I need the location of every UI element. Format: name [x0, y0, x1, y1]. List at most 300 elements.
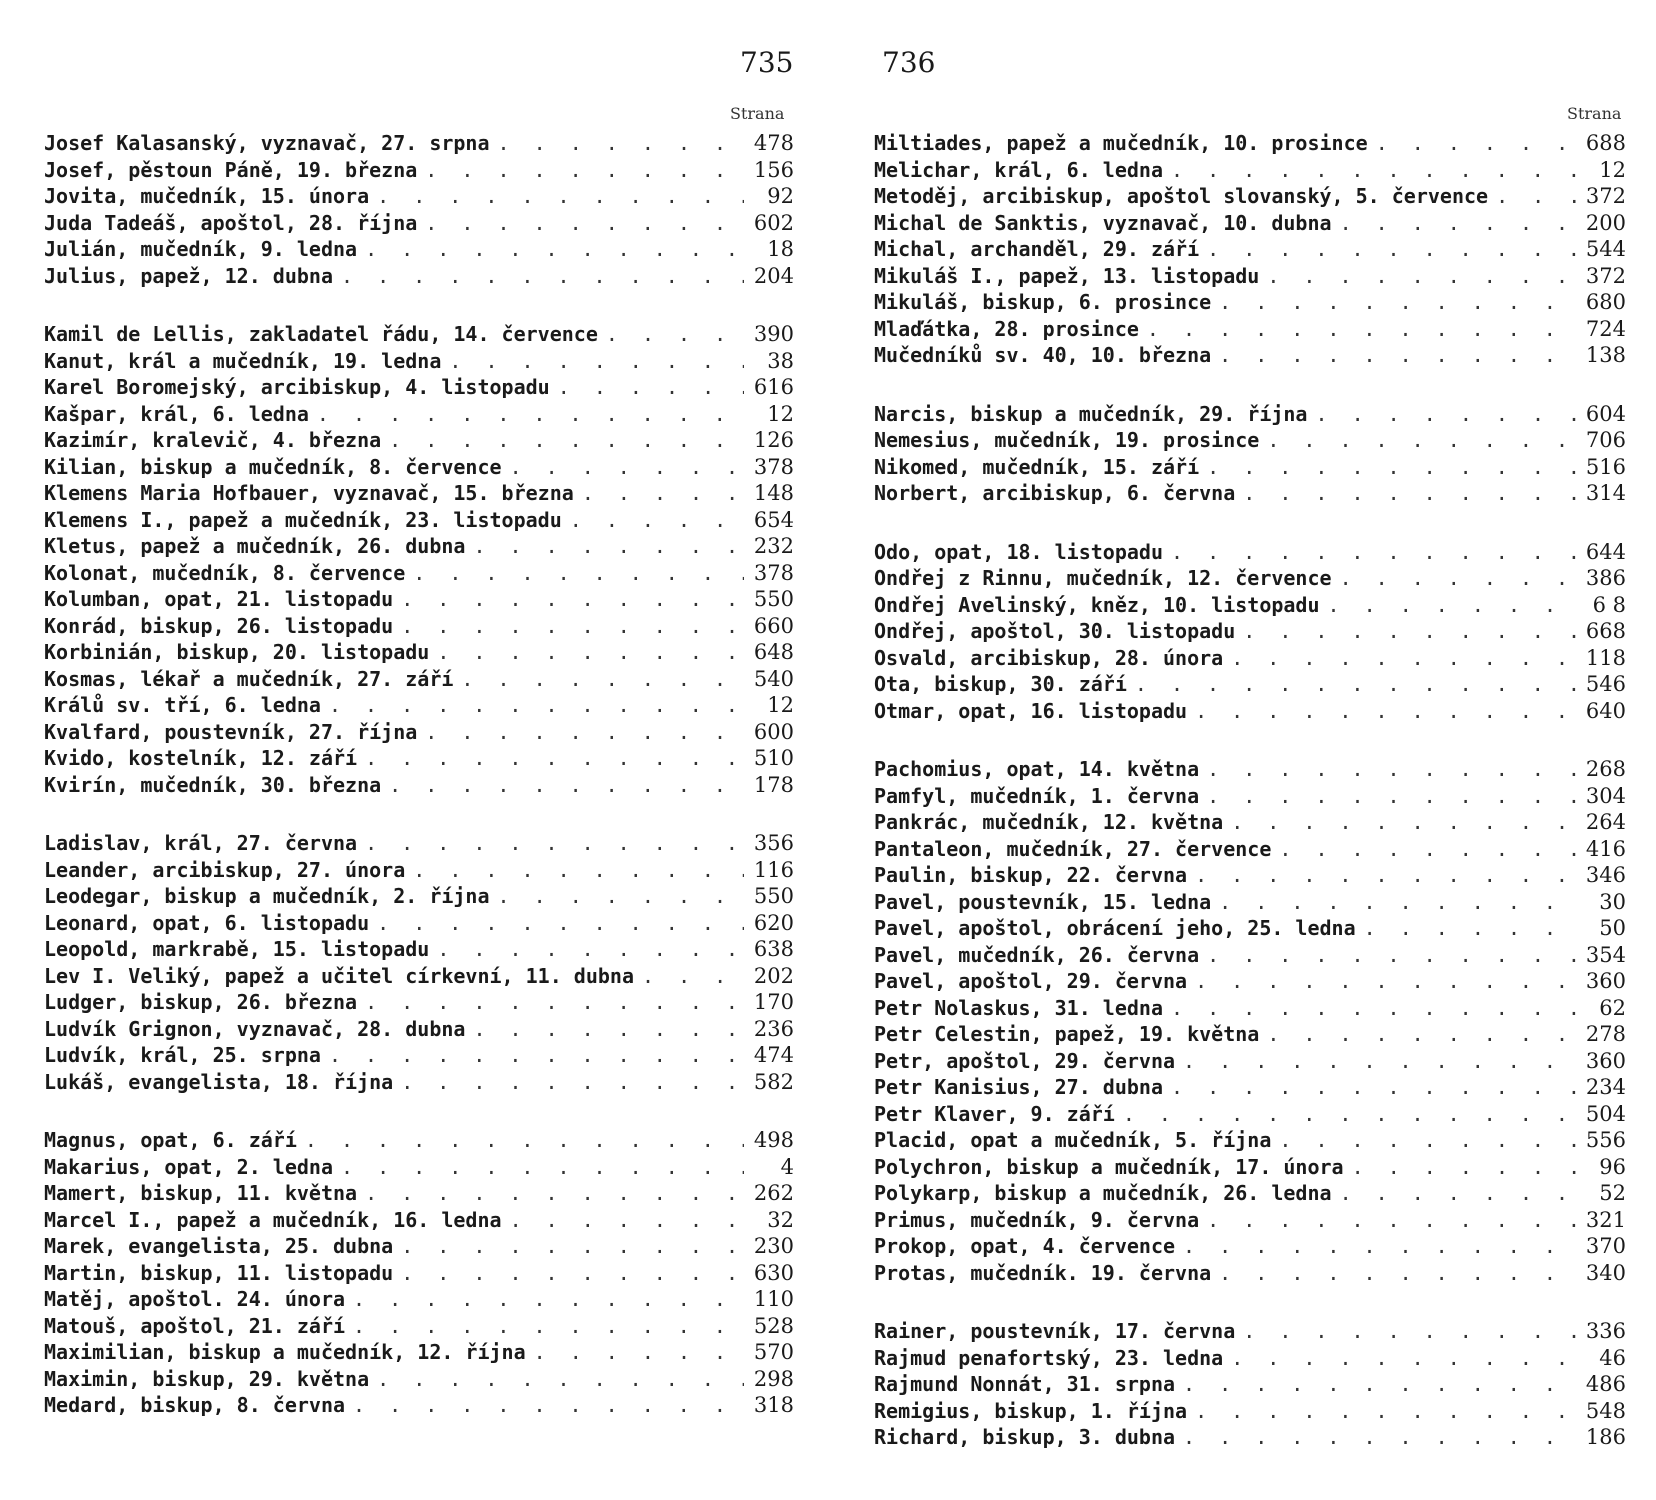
- dot-leader: [1211, 342, 1576, 369]
- entry-name: Kilian, biskup a mučedník, 8. července: [44, 454, 502, 479]
- dot-leader: [1235, 1318, 1576, 1345]
- index-entry: [874, 995, 1626, 1022]
- dot-leader: [1223, 1345, 1576, 1372]
- entry-name: Kvalfard, poustevník, 27. října: [44, 719, 418, 744]
- entry-page-number: 616: [753, 375, 794, 399]
- entry-page-number: 262: [753, 1181, 794, 1205]
- entry-name: Paulin, biskup, 22. června: [874, 863, 1188, 887]
- entry-page-number: 202: [753, 963, 794, 988]
- index-entry: [874, 968, 1626, 995]
- entry-name: Pachomius, opat, 14. května: [874, 757, 1200, 781]
- index-entry: [874, 1233, 1626, 1260]
- entry-name: Petr Klaver, 9. září: [874, 1101, 1115, 1126]
- dot-leader: [1187, 968, 1576, 995]
- entry-name: Polychron, biskup a mučedník, 17. února: [874, 1154, 1344, 1179]
- index-entry: [44, 1286, 794, 1313]
- dot-leader: [1199, 236, 1576, 263]
- dot-leader: [1356, 915, 1576, 942]
- dot-leader: [502, 1207, 744, 1234]
- entry-name: Odo, opat, 18. listopadu: [874, 539, 1163, 564]
- entry-page-number: 30: [1599, 889, 1626, 914]
- dot-leader: [405, 857, 744, 884]
- entry-name: Ota, biskup, 30. září: [874, 672, 1127, 696]
- entry-page-number: 6 8: [1592, 592, 1626, 617]
- entry-name: Julián, mučedník, 9. ledna: [44, 237, 358, 261]
- entry-name: Karel Boromejský, arcibiskup, 4. listopadu: [44, 375, 550, 399]
- index-group: [874, 130, 1626, 369]
- index-entry: [874, 618, 1626, 645]
- dot-leader: [1199, 783, 1576, 810]
- dot-leader: [1307, 401, 1576, 428]
- index-entry: [44, 586, 794, 613]
- index-entry: [874, 1424, 1626, 1451]
- index-entry: [44, 883, 794, 910]
- index-entry: [44, 1233, 794, 1260]
- index-entry: [44, 1260, 794, 1287]
- entry-name: Leopold, markrabě, 15. listopadu: [44, 937, 430, 961]
- entry-page-number: 4: [780, 1154, 794, 1179]
- entry-page-number: 18: [767, 237, 794, 261]
- entry-name: Korbinián, biskup, 20. listopadu: [44, 640, 430, 664]
- entry-page-number: 660: [753, 613, 794, 638]
- dot-leader: [490, 883, 744, 910]
- entry-page-number: 232: [753, 534, 794, 558]
- entry-page-number: 504: [1585, 1101, 1626, 1126]
- dot-leader: [369, 183, 744, 210]
- entry-name: Josef, pěstoun Páně, 19. března: [44, 157, 418, 182]
- entry-name: Richard, biskup, 3. dubna: [874, 1425, 1176, 1449]
- entry-page-number: 346: [1585, 863, 1626, 887]
- entry-page-number: 510: [753, 746, 794, 770]
- entry-name: Maximilian, biskup a mučedník, 12. října: [44, 1340, 526, 1364]
- dot-leader: [357, 830, 744, 857]
- index-entry: [874, 889, 1626, 916]
- entry-page-number: 372: [1585, 184, 1626, 208]
- index-entry: [874, 130, 1626, 157]
- entry-name: Pavel, poustevník, 15. ledna: [874, 889, 1212, 914]
- entry-page-number: 32: [767, 1207, 794, 1232]
- entry-name: Makarius, opat, 2. ledna: [44, 1154, 333, 1179]
- entry-page-number: 604: [1585, 401, 1626, 426]
- index-entry: [44, 263, 794, 290]
- entry-page-number: 386: [1585, 566, 1626, 590]
- index-group: [44, 830, 794, 1095]
- index-entry: [874, 592, 1626, 619]
- entry-name: Matěj, apoštol. 24. února: [44, 1287, 346, 1311]
- entry-page-number: 278: [1585, 1022, 1626, 1046]
- index-entry: [874, 1074, 1626, 1101]
- entry-page-number: 570: [753, 1340, 794, 1364]
- dot-leader: [465, 1016, 744, 1043]
- entry-name: Ondřej z Rinnu, mučedník, 12. července: [874, 566, 1332, 590]
- entry-name: Metoděj, arcibiskup, apoštol slovanský, 5. července: [874, 184, 1489, 208]
- index-entry: [874, 756, 1626, 783]
- entry-page-number: 582: [753, 1069, 794, 1094]
- entry-page-number: 138: [1585, 343, 1626, 367]
- dot-leader: [634, 963, 744, 990]
- entry-name: Pavel, apoštol, 29. června: [874, 969, 1188, 993]
- index-entry: [44, 989, 794, 1016]
- index-entry: [44, 348, 794, 375]
- index-entry: [44, 1339, 794, 1366]
- entry-page-number: 354: [1585, 942, 1626, 967]
- entry-page-number: 204: [753, 263, 794, 288]
- dot-leader: [393, 613, 744, 640]
- entry-name: Juda Tadeáš, apoštol, 28. října: [44, 210, 418, 235]
- index-group: [44, 1127, 794, 1419]
- entry-name: Matouš, apoštol, 21. září: [44, 1313, 346, 1338]
- entry-name: Kazimír, kralevič, 4. března: [44, 428, 382, 452]
- entry-name: Rajmund Nonnát, 31. srpna: [874, 1372, 1176, 1396]
- index-entry: [874, 809, 1626, 836]
- dot-leader: [1163, 995, 1576, 1022]
- entry-name: Placid, opat a mučedník, 5. října: [874, 1128, 1272, 1152]
- entry-name: Petr Celestin, papež, 19. května: [874, 1022, 1260, 1046]
- entry-name: Protas, mučedník. 19. června: [874, 1260, 1212, 1285]
- dot-leader: [1235, 480, 1576, 507]
- entry-page-number: 528: [753, 1313, 794, 1338]
- dot-leader: [1488, 183, 1576, 210]
- entry-name: Leodegar, biskup a mučedník, 2. října: [44, 884, 490, 908]
- entry-page-number: 640: [1585, 698, 1626, 723]
- entry-page-number: 96: [1599, 1154, 1626, 1179]
- entry-page-number: 52: [1599, 1181, 1626, 1205]
- index-entry: [44, 1154, 794, 1181]
- dot-leader: [357, 745, 744, 772]
- dot-leader: [1199, 942, 1576, 969]
- dot-leader: [1259, 427, 1576, 454]
- entry-name: Medard, biskup, 8. června: [44, 1393, 346, 1417]
- entry-page-number: 644: [1585, 539, 1626, 564]
- dot-leader: [1259, 263, 1576, 290]
- dot-leader: [1271, 836, 1576, 863]
- index-entry: [874, 263, 1626, 290]
- entry-name: Mikuláš, biskup, 6. prosince: [874, 290, 1212, 314]
- entry-page-number: 540: [753, 666, 794, 691]
- dot-leader: [453, 666, 744, 693]
- entry-page-number: 156: [753, 157, 794, 182]
- index-entry: [874, 1127, 1626, 1154]
- index-entry: [874, 342, 1626, 369]
- index-entry: [44, 830, 794, 857]
- index-entry: [44, 210, 794, 237]
- index-entry: [874, 862, 1626, 889]
- entry-page-number: 268: [1585, 757, 1626, 781]
- entry-page-number: 602: [753, 210, 794, 235]
- entry-name: Miltiades, papež a mučedník, 10. prosince: [874, 131, 1368, 155]
- right-column-label: Strana: [1567, 104, 1622, 123]
- entry-page-number: 474: [753, 1043, 794, 1067]
- entry-page-number: 118: [1585, 645, 1626, 670]
- index-entry: [874, 183, 1626, 210]
- dot-leader: [502, 454, 744, 481]
- dot-leader: [321, 1042, 744, 1069]
- index-entry: [874, 645, 1626, 672]
- entry-page-number: 340: [1585, 1260, 1626, 1285]
- index-entry: [874, 1180, 1626, 1207]
- index-entry: [44, 183, 794, 210]
- index-entry: [44, 507, 794, 534]
- entry-page-number: 318: [753, 1393, 794, 1417]
- entry-name: Julius, papež, 12. dubna: [44, 263, 333, 288]
- entry-page-number: 38: [767, 348, 794, 373]
- entry-page-number: 360: [1585, 1048, 1626, 1073]
- dot-leader: [405, 560, 744, 587]
- index-entry: [874, 1021, 1626, 1048]
- entry-name: Narcis, biskup a mučedník, 29. října: [874, 401, 1308, 426]
- entry-page-number: 126: [753, 428, 794, 452]
- index-entry: [44, 745, 794, 772]
- entry-page-number: 116: [753, 857, 794, 882]
- entry-name: Králů sv. tří, 6. ledna: [44, 693, 321, 717]
- entry-page-number: 110: [753, 1287, 794, 1311]
- dot-leader: [309, 401, 744, 428]
- dot-leader: [441, 348, 744, 375]
- entry-name: Leander, arcibiskup, 27. února: [44, 857, 406, 882]
- entry-page-number: 688: [1585, 131, 1626, 155]
- entry-page-number: 236: [753, 1016, 794, 1041]
- dot-leader: [598, 321, 744, 348]
- dot-leader: [1199, 1207, 1576, 1234]
- left-column-label: Strana: [730, 104, 785, 123]
- index-entry: [44, 130, 794, 157]
- entry-page-number: 378: [753, 560, 794, 585]
- index-entry: [874, 1260, 1626, 1287]
- dot-leader: [393, 1233, 744, 1260]
- dot-leader: [429, 639, 744, 666]
- dot-leader: [321, 692, 744, 719]
- index-entry: [874, 565, 1626, 592]
- entry-page-number: 230: [753, 1234, 794, 1258]
- entry-page-number: 550: [753, 587, 794, 611]
- index-entry: [44, 639, 794, 666]
- entry-name: Petr Nolaskus, 31. ledna: [874, 995, 1163, 1020]
- index-entry: [44, 157, 794, 184]
- dot-leader: [381, 427, 744, 454]
- dot-leader: [562, 507, 744, 534]
- index-entry: [874, 316, 1626, 343]
- index-entry: [44, 454, 794, 481]
- index-group: [874, 539, 1626, 725]
- entry-page-number: 46: [1599, 1345, 1626, 1370]
- index-entry: [44, 910, 794, 937]
- index-entry: [44, 321, 794, 348]
- entry-name: Kolumban, opat, 21. listopadu: [44, 587, 394, 611]
- dot-leader: [1187, 862, 1576, 889]
- entry-name: Prokop, opat, 4. července: [874, 1234, 1176, 1258]
- entry-page-number: 321: [1585, 1207, 1626, 1232]
- index-entry: [874, 401, 1626, 428]
- entry-page-number: 370: [1585, 1234, 1626, 1258]
- entry-page-number: 498: [753, 1128, 794, 1152]
- dot-leader: [1211, 889, 1576, 916]
- entry-page-number: 620: [753, 910, 794, 935]
- entry-name: Remigius, biskup, 1. října: [874, 1398, 1188, 1423]
- index-entry: [874, 1048, 1626, 1075]
- dot-leader: [1163, 539, 1576, 566]
- index-entry: [874, 454, 1626, 481]
- entry-page-number: 12: [1599, 157, 1626, 182]
- index-group: [44, 321, 794, 798]
- dot-leader: [369, 910, 744, 937]
- entry-name: Rainer, poustevník, 17. června: [874, 1319, 1236, 1343]
- entry-name: Maximin, biskup, 29. května: [44, 1366, 370, 1391]
- index-entry: [874, 942, 1626, 969]
- index-entry: [44, 1366, 794, 1393]
- dot-leader: [550, 374, 744, 401]
- entry-name: Norbert, arcibiskup, 6. června: [874, 481, 1236, 505]
- index-entry: [44, 719, 794, 746]
- entry-name: Mamert, biskup, 11. května: [44, 1181, 358, 1205]
- entry-name: Nikomed, mučedník, 15. září: [874, 454, 1200, 479]
- entry-page-number: 50: [1599, 916, 1626, 940]
- entry-page-number: 178: [753, 772, 794, 797]
- dot-leader: [1115, 1101, 1576, 1128]
- dot-leader: [417, 719, 744, 746]
- dot-leader: [465, 533, 744, 560]
- entry-name: Michal de Sanktis, vyznavač, 10. dubna: [874, 210, 1332, 235]
- index-entry: [44, 772, 794, 799]
- entry-name: Pamfyl, mučedník, 1. června: [874, 783, 1200, 808]
- entry-name: Mučedníků sv. 40, 10. března: [874, 343, 1212, 367]
- index-entry: [44, 560, 794, 587]
- entry-name: Ludger, biskup, 26. března: [44, 990, 358, 1014]
- entry-name: Martin, biskup, 11. listopadu: [44, 1260, 394, 1285]
- entry-page-number: 638: [753, 937, 794, 961]
- index-entry: [44, 1392, 794, 1419]
- entry-page-number: 62: [1599, 995, 1626, 1020]
- entry-page-number: 12: [767, 401, 794, 426]
- entry-page-number: 654: [753, 507, 794, 532]
- dot-leader: [1368, 130, 1576, 157]
- entry-name: Osvald, arcibiskup, 28. února: [874, 645, 1224, 670]
- entry-page-number: 92: [767, 184, 794, 208]
- entry-name: Ludvík Grignon, vyznavač, 28. dubna: [44, 1016, 466, 1041]
- entry-name: Klemens I., papež a mučedník, 23. listopadu: [44, 507, 562, 532]
- index-entry: [874, 427, 1626, 454]
- entry-name: Pantaleon, mučedník, 27. července: [874, 836, 1272, 861]
- entry-page-number: 668: [1585, 619, 1626, 643]
- entry-name: Mlaďátka, 28. prosince: [874, 316, 1139, 341]
- dot-leader: [1187, 1398, 1576, 1425]
- entry-page-number: 724: [1585, 316, 1626, 341]
- index-group: [874, 401, 1626, 507]
- dot-leader: [1332, 565, 1576, 592]
- index-entry: [44, 666, 794, 693]
- entry-page-number: 548: [1585, 1398, 1626, 1423]
- entry-name: Petr, apoštol, 29. června: [874, 1048, 1176, 1073]
- index-entry: [44, 1069, 794, 1096]
- dot-leader: [1271, 1127, 1576, 1154]
- dot-leader: [345, 1313, 744, 1340]
- entry-page-number: 416: [1585, 836, 1626, 861]
- entry-name: Primus, mučedník, 9. června: [874, 1207, 1200, 1232]
- index-entry: [44, 1016, 794, 1043]
- index-entry: [874, 1318, 1626, 1345]
- dot-leader: [1223, 645, 1576, 672]
- index-entry: [44, 963, 794, 990]
- index-entry: [874, 157, 1626, 184]
- index-entry: [874, 1207, 1626, 1234]
- index-entry: [44, 1127, 794, 1154]
- index-entry: [44, 427, 794, 454]
- index-entry: [874, 236, 1626, 263]
- entry-page-number: 648: [753, 640, 794, 664]
- index-entry: [44, 1207, 794, 1234]
- dot-leader: [1175, 1371, 1576, 1398]
- entry-page-number: 304: [1585, 783, 1626, 808]
- entry-page-number: 200: [1585, 210, 1626, 235]
- dot-leader: [1235, 618, 1576, 645]
- dot-leader: [429, 936, 744, 963]
- index-entry: [874, 289, 1626, 316]
- dot-leader: [526, 1339, 744, 1366]
- entry-name: Ondřej Avelinský, kněz, 10. listopadu: [874, 592, 1320, 617]
- dot-leader: [333, 1154, 744, 1181]
- index-entry: [874, 480, 1626, 507]
- entry-page-number: 298: [753, 1366, 794, 1391]
- dot-leader: [490, 130, 744, 157]
- index-entry: [874, 1398, 1626, 1425]
- entry-name: Mikuláš I., papež, 13. listopadu: [874, 263, 1260, 288]
- index-group: [874, 1318, 1626, 1451]
- dot-leader: [345, 1286, 744, 1313]
- dot-leader: [381, 772, 744, 799]
- entry-page-number: 706: [1585, 428, 1626, 452]
- index-entry: [44, 533, 794, 560]
- dot-leader: [1259, 1021, 1576, 1048]
- entry-name: Petr Kanisius, 27. dubna: [874, 1075, 1163, 1099]
- dot-leader: [1332, 210, 1576, 237]
- index-entry: [44, 936, 794, 963]
- entry-page-number: 516: [1585, 454, 1626, 479]
- entry-name: Marcel I., papež a mučedník, 16. ledna: [44, 1207, 502, 1232]
- dot-leader: [1187, 698, 1576, 725]
- entry-name: Kanut, král a mučedník, 19. ledna: [44, 348, 442, 373]
- index-entry: [874, 783, 1626, 810]
- entry-name: Kletus, papež a mučedník, 26. dubna: [44, 534, 466, 558]
- index-entry: [874, 539, 1626, 566]
- entry-name: Ludvík, král, 25. srpna: [44, 1043, 321, 1067]
- entry-name: Ladislav, král, 27. června: [44, 831, 358, 855]
- dot-leader: [1211, 289, 1576, 316]
- index-entry: [44, 1180, 794, 1207]
- dot-leader: [1163, 157, 1576, 184]
- index-entry: [874, 210, 1626, 237]
- index-entry: [44, 236, 794, 263]
- dot-leader: [369, 1366, 744, 1393]
- entry-name: Polykarp, biskup a mučedník, 26. ledna: [874, 1181, 1332, 1205]
- entry-page-number: 546: [1585, 672, 1626, 696]
- left-page-number: 735: [740, 46, 794, 79]
- entry-page-number: 550: [753, 884, 794, 908]
- dot-leader: [1344, 1154, 1576, 1181]
- entry-name: Otmar, opat, 16. listopadu: [874, 698, 1188, 723]
- dot-leader: [357, 1180, 744, 1207]
- dot-leader: [333, 263, 744, 290]
- dot-leader: [357, 236, 744, 263]
- entry-page-number: 544: [1585, 237, 1626, 261]
- entry-name: Kosmas, lékař a mučedník, 27. září: [44, 666, 454, 691]
- entry-name: Pankrác, mučedník, 12. května: [874, 810, 1224, 834]
- entry-page-number: 234: [1585, 1075, 1626, 1099]
- entry-name: Kvido, kostelník, 12. září: [44, 746, 358, 770]
- dot-leader: [357, 989, 744, 1016]
- index-entry: [874, 1101, 1626, 1128]
- index-entry: [44, 692, 794, 719]
- dot-leader: [393, 586, 744, 613]
- entry-name: Kamil de Lellis, zakladatel řádu, 14. července: [44, 322, 598, 346]
